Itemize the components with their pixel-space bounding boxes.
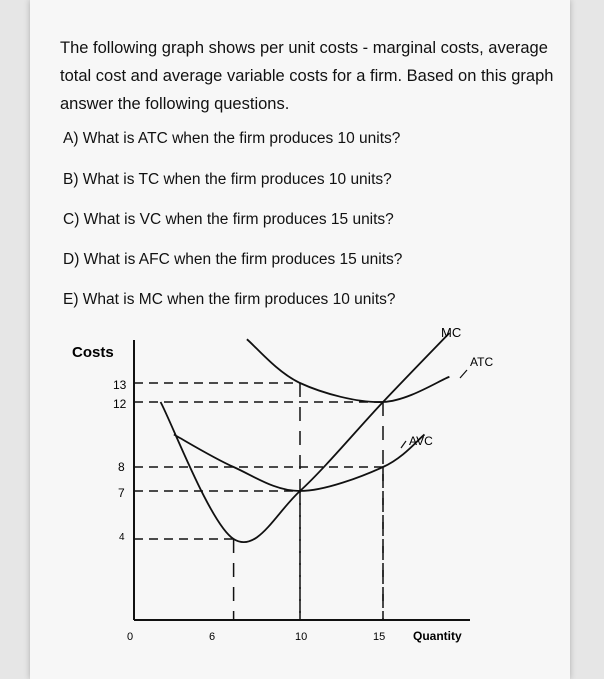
question-a: A) What is ATC when the firm produces 10 units?: [63, 130, 401, 147]
x-tick-label: 10: [295, 631, 308, 643]
y-tick-label: 8: [118, 460, 125, 474]
y-tick-label: 12: [113, 397, 127, 411]
x-tick-label: 0: [127, 631, 134, 643]
mc-curve-label: MC: [441, 325, 462, 340]
y-axis-label: Costs: [72, 344, 114, 361]
x-tick-label: 15: [373, 631, 386, 643]
atc-curve: [247, 339, 450, 402]
avc-curve-label: AVC: [409, 434, 433, 448]
atc-label-leader: [460, 370, 467, 378]
mc-curve: [161, 333, 450, 542]
question-d: D) What is AFC when the firm produces 15 units?: [63, 251, 403, 268]
y-tick-label: 4: [119, 532, 125, 543]
intro-text: The following graph shows per unit costs - marginal costs, average total cost and average variable costs for a firm. Based on this graph answer the following questions.: [60, 39, 554, 113]
y-tick-label: 7: [118, 486, 125, 500]
avc-label-leader: [401, 441, 406, 448]
avc-curve: [174, 435, 425, 492]
x-axis-label: Quantity: [413, 629, 462, 643]
question-e: E) What is MC when the firm produces 10 units?: [63, 291, 396, 308]
x-tick-label: 6: [209, 631, 216, 643]
y-tick-label: 13: [113, 378, 127, 392]
atc-curve-label: ATC: [470, 355, 494, 369]
question-c: C) What is VC when the firm produces 15 units?: [63, 211, 394, 228]
question-b: B) What is TC when the firm produces 10 units?: [63, 171, 392, 188]
